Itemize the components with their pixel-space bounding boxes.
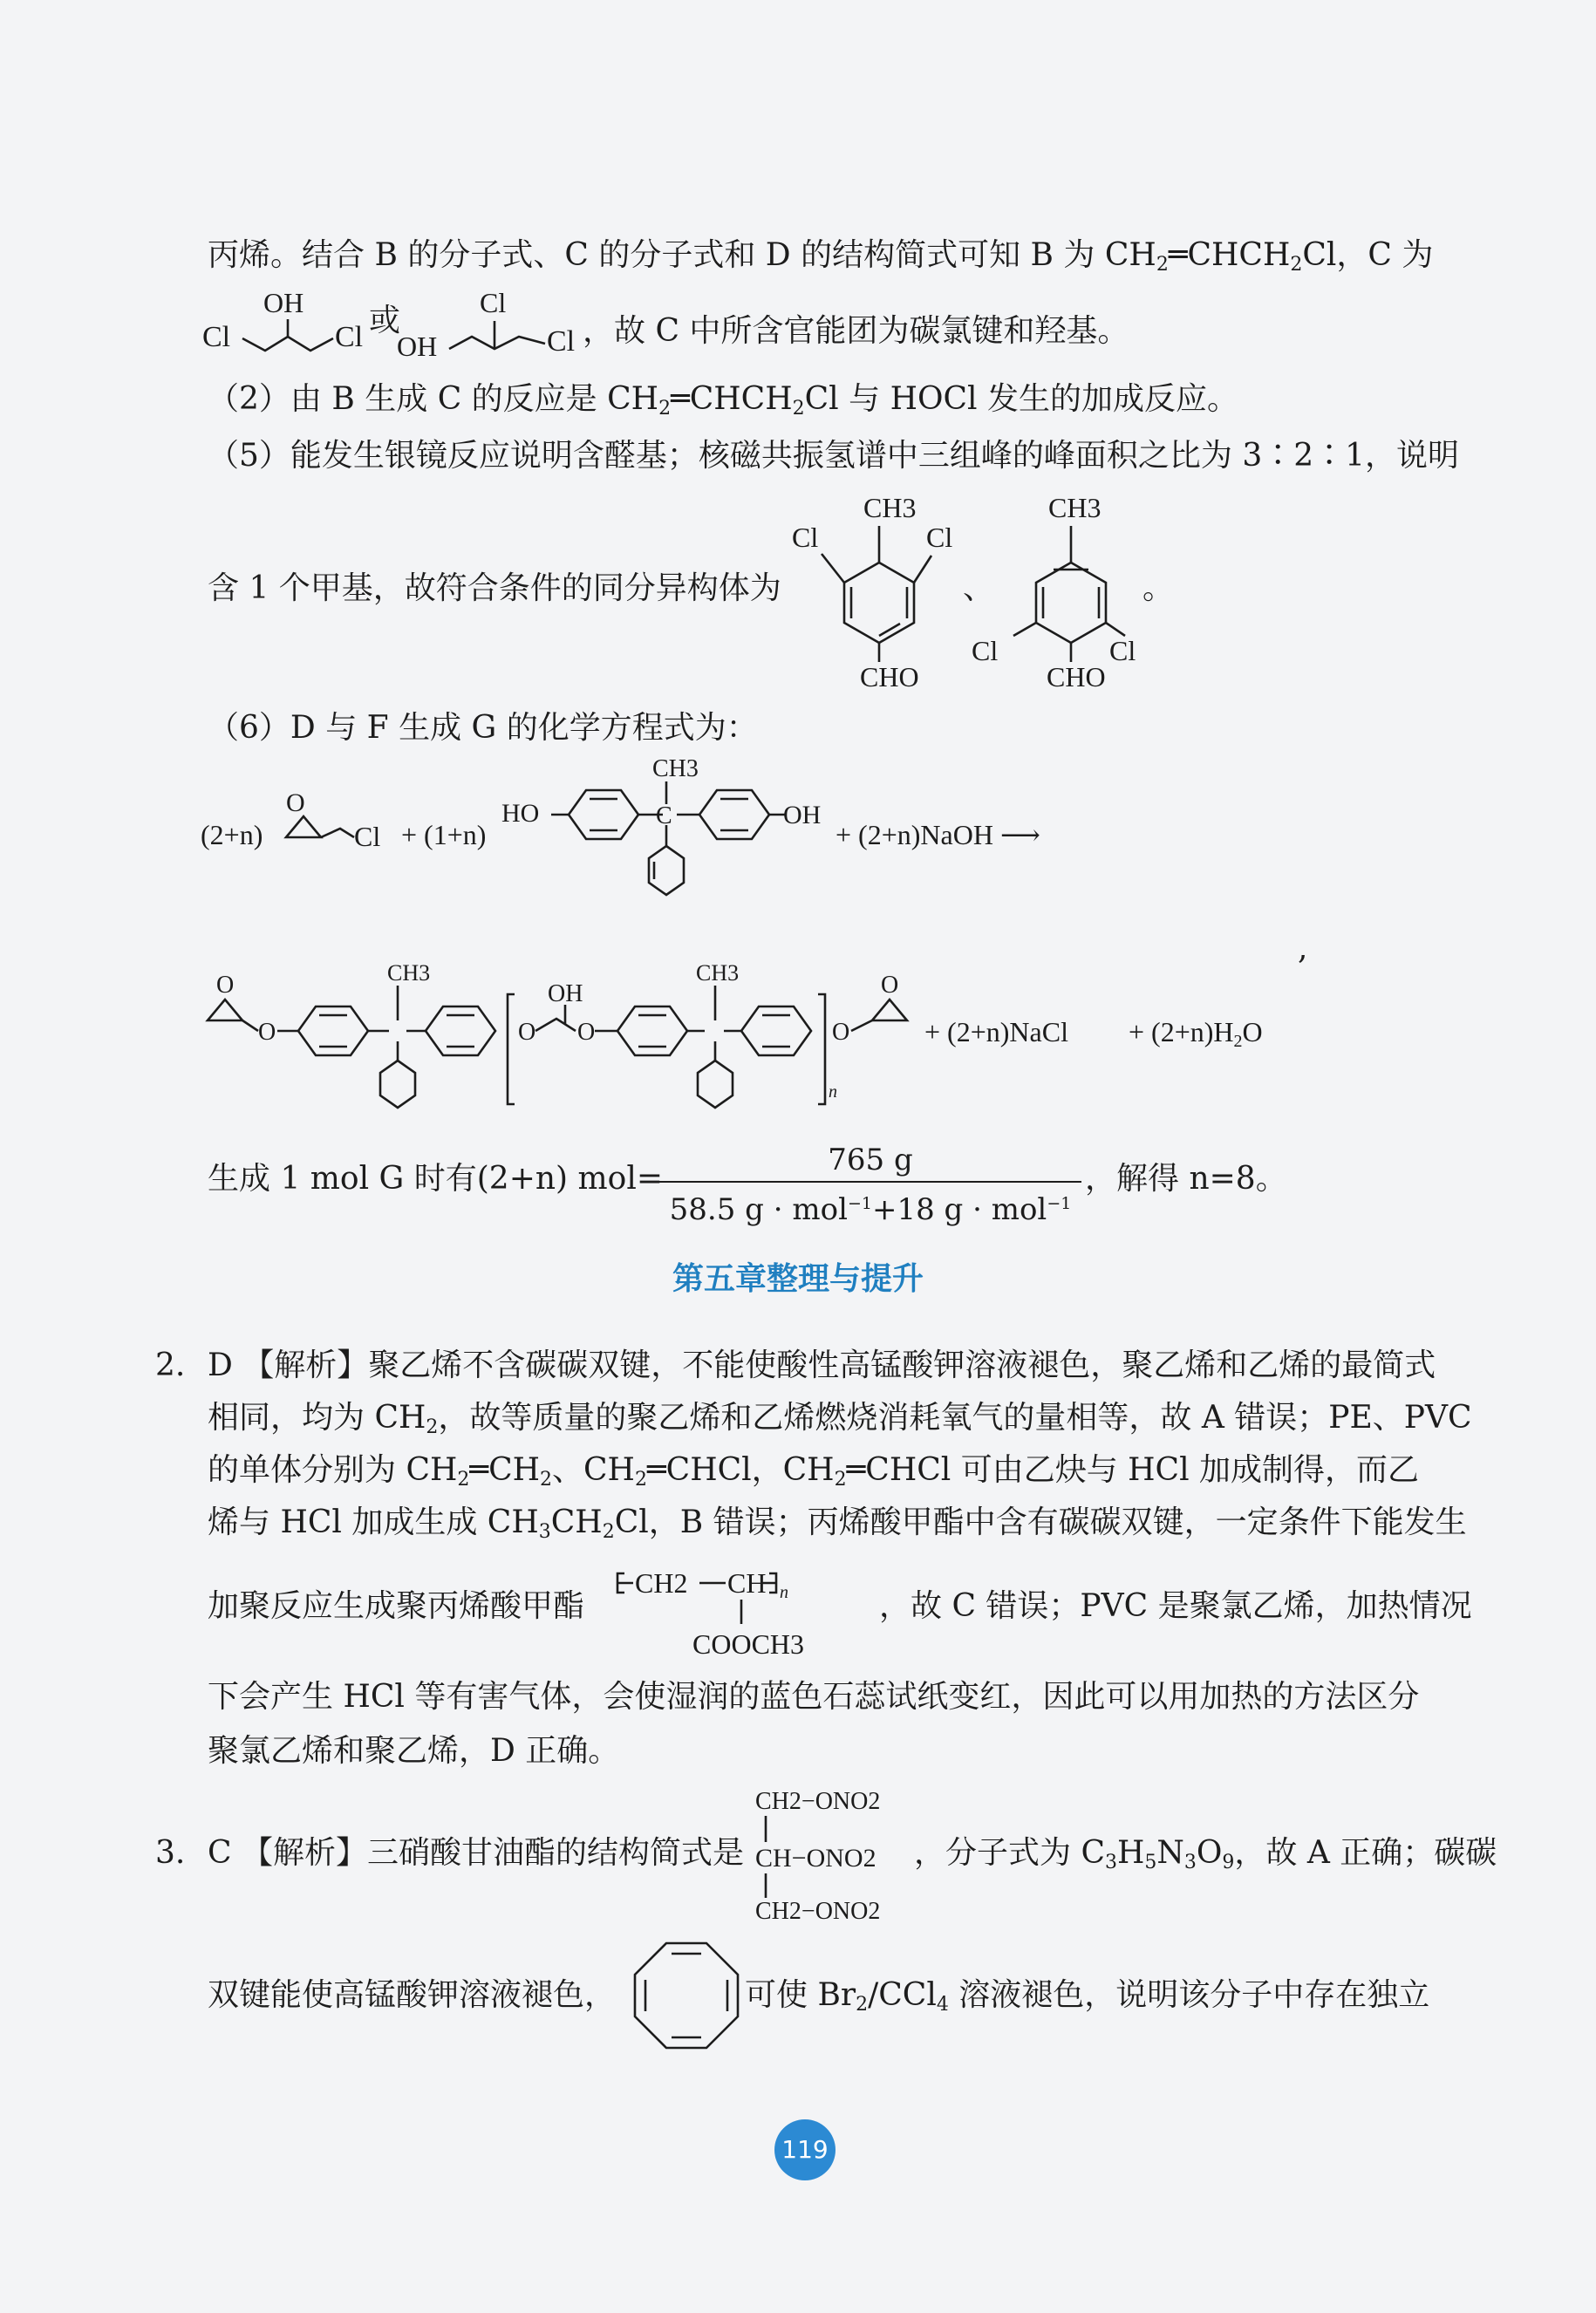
svg-text:OH: OH [397,331,438,362]
chlorohydrin-structure-1 [202,288,377,375]
chlorohydrin-structure-2 [397,288,580,384]
text-line: （5）能发生银镜反应说明含醛基；核磁共振氢谱中三组峰的峰面积之比为 3∶2∶1，说明 [208,438,1460,474]
isomer-structure-1 [776,484,977,693]
svg-text:CH3: CH3 [863,492,917,523]
svg-text:Cl: Cl [480,287,507,318]
question-number: 3. [155,1835,186,1871]
svg-text:CH2: CH2 [635,1567,688,1599]
comma: , [1298,931,1308,966]
text-line: （6）D 与 F 生成 G 的化学方程式为： [208,710,758,746]
svg-text:n: n [780,1583,788,1602]
svg-text:C: C [656,802,672,829]
svg-text:(2+n): (2+n) [201,819,263,850]
text-line: ，解得 n=8。 [1085,1161,1287,1197]
svg-text:OH: OH [263,287,304,318]
svg-text:CH3: CH3 [1048,492,1102,523]
svg-text:CHO: CHO [1047,661,1106,693]
text-line: ，分子式为 $C_3H_5N_3O_9$，故 A 正确；碳碳 [914,1835,1497,1873]
text-line: ，故 C 中所含官能团为碳氯键和羟基。 [583,313,1129,349]
text-line: 含 1 个甲基，故符合条件的同分异构体为 [208,570,781,606]
svg-text:CH3: CH3 [387,960,431,986]
question-number: 2. [155,1348,186,1383]
svg-text:CH−ONO2: CH−ONO2 [755,1844,876,1873]
text-line: D 【解析】聚乙烯不含碳碳双键，不能使酸性高锰酸钾溶液褪色，聚乙烯和乙烯的最简式 [208,1348,1436,1383]
svg-text:O: O [258,1019,276,1046]
text-line: 烯与 HCl 加成生成 $CH_3CH_2Cl$，B 错误；丙烯酸甲酯中含有碳碳双键，一定条件下能发生 [208,1504,1467,1543]
cyclooctatetraene-icon [628,1938,745,2055]
svg-text:Cl: Cl [202,321,231,353]
svg-text:Cl: Cl [335,321,364,353]
svg-text:OH: OH [783,801,822,829]
svg-text:+ (1+n): + (1+n) [401,819,487,850]
svg-text:HO: HO [501,799,540,828]
text-line: 的单体分别为 $CH_2═CH_2$、$CH_2═CHCl$，$CH_2═CHCl$ 可由乙炔与 HCl 加成制得，而乙 [208,1452,1420,1491]
denominator: 58.5 g · mol$^{-1}$+18 g · mol$^{-1}$ [669,1192,1072,1227]
svg-text:Cl: Cl [926,522,953,553]
svg-text:O: O [518,1019,536,1046]
svg-text:COOCH3: COOCH3 [692,1628,805,1660]
or-text: 或 [369,303,401,338]
section-title: 第五章整理与提升 [672,1261,924,1297]
svg-text:CH3: CH3 [652,755,699,782]
svg-text:O: O [216,972,235,999]
text-line: 相同，均为 $CH_2$，故等质量的聚乙烯和乙烯燃烧消耗氧气的量相等，故 A 错误；PE、PVC [208,1400,1472,1438]
reaction-equation-products [201,951,1465,1125]
separator: 、 [963,570,995,606]
text-line: 聚氯乙烯和聚乙烯，D 正确。 [208,1733,620,1769]
text-line: 可使 $Br_2/CCl_4$ 溶液褪色，说明该分子中存在独立 [745,1977,1430,2016]
svg-text:CHO: CHO [860,661,919,693]
svg-text:Cl: Cl [972,635,999,666]
text-line: 加聚反应生成聚丙烯酸甲酯 [208,1588,585,1624]
numerator: 765 g [828,1143,913,1177]
svg-text:+ (2+n)NaCl: + (2+n)NaCl [924,1016,1068,1047]
svg-text:+ (2+n)H2O: + (2+n)H2O [1129,1016,1263,1051]
svg-text:+ (2+n)NaOH ⟶: + (2+n)NaOH ⟶ [836,819,1040,850]
svg-text:CH2−ONO2: CH2−ONO2 [755,1898,881,1925]
text-line: 双键能使高锰酸钾溶液褪色， [208,1977,617,2013]
isomer-structure-2 [968,484,1169,693]
svg-text:Cl: Cl [547,325,576,358]
svg-text:CH2−ONO2: CH2−ONO2 [755,1788,881,1815]
text-line: ，故 C 错误；PVC 是聚氯乙烯，加热情况 [879,1588,1472,1624]
polyacrylate-structure [612,1551,891,1664]
period: 。 [1142,570,1175,606]
svg-text:Cl: Cl [792,522,819,553]
svg-text:O: O [832,1019,850,1046]
svg-text:Cl: Cl [1109,635,1136,666]
text-line: C 【解析】三硝酸甘油酯的结构简式是 [208,1835,744,1871]
svg-text:n: n [829,1082,837,1102]
svg-text:CH3: CH3 [696,960,740,986]
reaction-equation-reactants [201,750,1465,925]
text-line: 下会产生 HCl 等有害气体，会使湿润的蓝色石蕊试纸变红，因此可以用加热的方法区分 [208,1679,1420,1715]
nitroglycerin-structure [747,1779,921,1928]
text-line: 生成 1 mol G 时有(2+n) mol= [208,1161,664,1197]
svg-text:OH: OH [548,980,583,1007]
svg-text:CH: CH [727,1567,767,1599]
svg-text:O: O [577,1019,596,1046]
text-line: （2）由 B 生成 C 的反应是 $CH_2═CHCH_2Cl$ 与 HOCl 发生的加成反应。 [208,381,1238,420]
text-line: 丙烯。结合 B 的分子式、C 的分子式和 D 的结构简式可知 B 为 $CH_2═CHCH_2Cl$，C 为 [208,237,1434,276]
page-number: 119 [774,2119,836,2180]
svg-text:O: O [881,972,899,999]
svg-text:O: O [286,788,305,817]
svg-text:Cl: Cl [354,821,381,852]
fraction [659,1141,1081,1229]
